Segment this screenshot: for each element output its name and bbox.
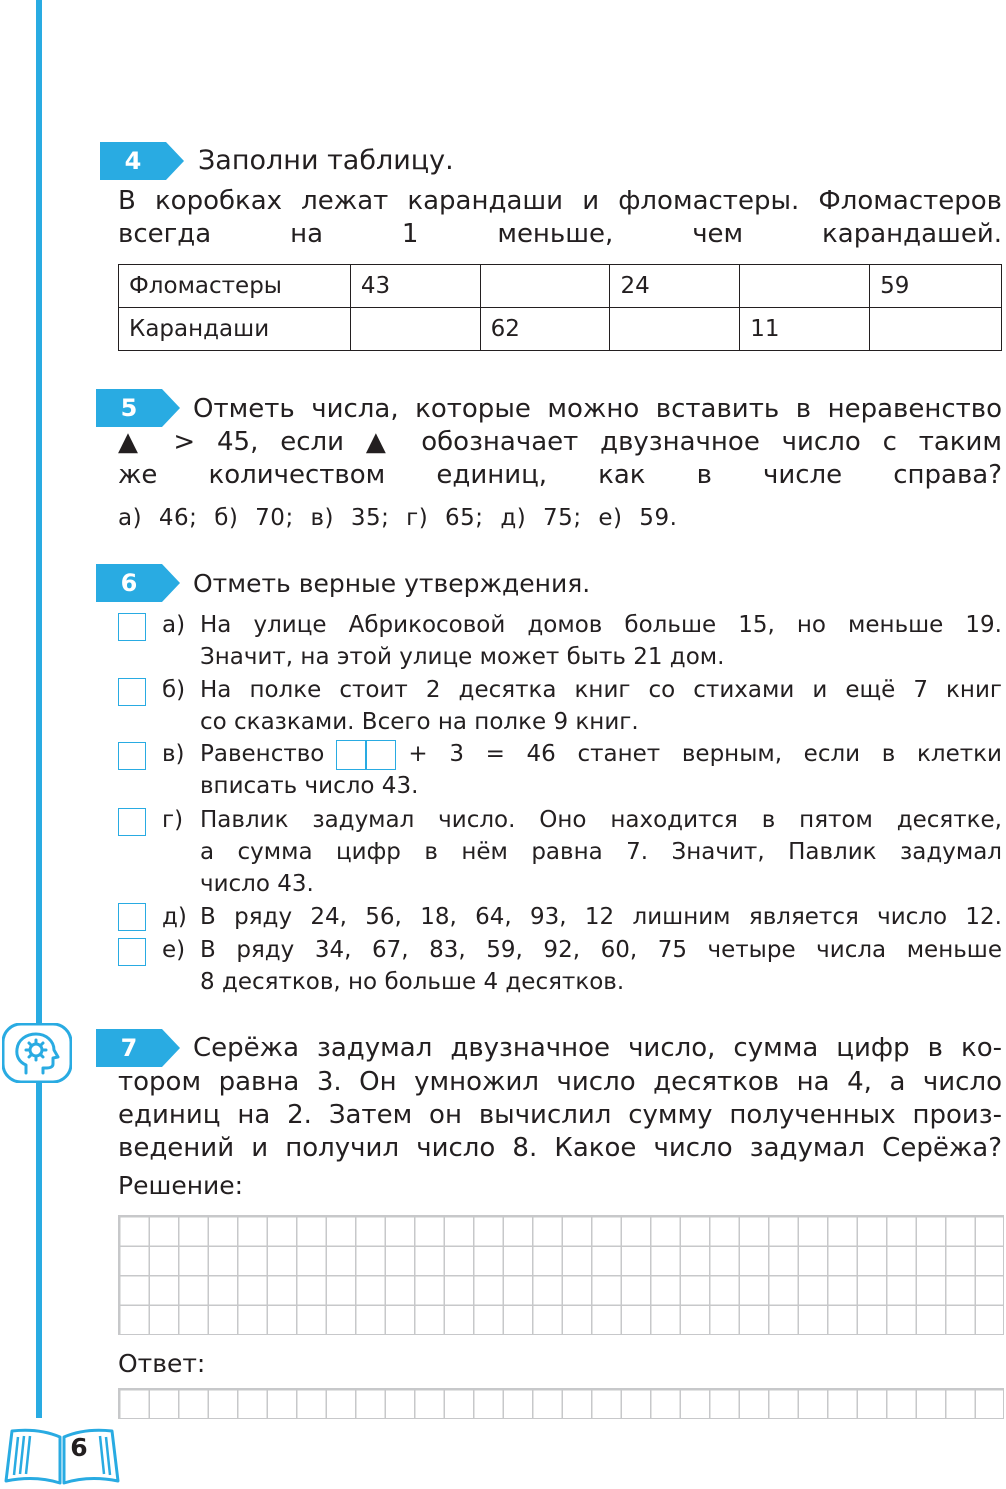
statement-g-letter: г) [162, 807, 184, 833]
task-5-line1 [193, 393, 1002, 426]
task-7-line2: тором равна 3. Он умножил число десятков на 4, а число [118, 1067, 1002, 1097]
task-7-text [118, 1066, 1002, 1165]
statement-v-text [200, 738, 1002, 802]
task-5-number: 5 [120, 394, 138, 422]
task-7-badge [96, 1029, 180, 1067]
fill-table [118, 264, 1002, 351]
statement-a-letter: а) [162, 612, 186, 638]
table-cell-empty[interactable] [480, 265, 610, 308]
task-4-number: 4 [124, 147, 142, 175]
task-7-line1-text: Серёжа задумал двузначное число, сумма цифр в ко- [193, 1033, 1002, 1063]
statement-d-line1: В ряду 24, 56, 18, 64, 93, 12 лишним является число 12. [200, 904, 1002, 930]
statement-a-text [200, 609, 1002, 673]
task-4-title: Заполни таблицу. [198, 145, 454, 176]
statement-b-line1: На полке стоит 2 десятка книг со стихами и ещё 7 книг [200, 677, 1002, 703]
statement-v-rest: + 3 = 46 станет верным, если в клетки [408, 741, 1002, 767]
statement-a-line1: На улице Абрикосовой домов больше 15, но меньше 19. [200, 612, 1002, 638]
checkbox-g[interactable] [118, 808, 146, 836]
task-5-badge [96, 389, 180, 427]
table-cell-empty[interactable] [350, 308, 480, 351]
statement-d-letter: д) [162, 904, 187, 930]
open-book-icon [2, 1425, 122, 1487]
task-5-line3: же количеством единиц, как в числе справа? [118, 460, 1002, 490]
task-7-line4: ведений и получил число 8. Какое число задумал Серёжа? [118, 1133, 1002, 1163]
task-4-text-line2: всегда на 1 меньше, чем карандашей. [118, 219, 1002, 249]
task-4-badge [100, 142, 184, 180]
statement-e [118, 934, 1002, 998]
margin-line [36, 0, 42, 1418]
table-cell: 59 [870, 265, 1002, 308]
statement-e-text [200, 934, 1002, 998]
inline-answer-cells[interactable] [336, 740, 396, 770]
task-4-text [118, 185, 1002, 251]
table-cell-empty[interactable] [610, 308, 740, 351]
table-cell: Карандаши [119, 308, 351, 351]
statement-g-line2: а сумма цифр в нём равна 7. Значит, Павлик задумал [200, 839, 1002, 865]
answer-grid[interactable] [118, 1388, 1004, 1419]
statement-b [118, 674, 1002, 738]
checkbox-v[interactable] [118, 742, 146, 770]
statement-g-line3: число 43. [200, 871, 314, 897]
answer-label: Ответ: [118, 1349, 206, 1378]
table-cell: 24 [610, 265, 740, 308]
brain-gear-icon [2, 1023, 72, 1083]
task-5-line1-text: Отметь числа, которые можно вставить в неравенство [193, 394, 1002, 424]
table-cell: 62 [480, 308, 610, 351]
task-5-line2: ▲ > 45, если ▲ обозначает двузначное число с таким [118, 427, 1002, 457]
table-cell-empty[interactable] [870, 308, 1002, 351]
statement-e-letter: е) [162, 937, 186, 963]
task-7-line1 [193, 1032, 1002, 1065]
checkbox-d[interactable] [118, 903, 146, 931]
task-5-options: а) 46; б) 70; в) 35; г) 65; д) 75; е) 59. [118, 505, 678, 531]
task-6-badge [96, 564, 180, 602]
task-4-table-wrap [118, 264, 1002, 351]
solution-label: Решение: [118, 1171, 244, 1200]
table-cell: Фломастеры [119, 265, 351, 308]
page-number: 6 [70, 1433, 88, 1462]
statement-g-line1: Павлик задумал число. Оно находится в пятом десятке, [200, 807, 1002, 833]
statement-v-line2: вписать число 43. [200, 773, 419, 799]
statement-d-text [200, 901, 1002, 933]
task-6-number: 6 [120, 569, 138, 597]
checkbox-b[interactable] [118, 678, 146, 706]
solution-grid[interactable] [118, 1215, 1004, 1335]
table-row-markers [119, 265, 1002, 308]
statement-b-text [200, 674, 1002, 738]
checkbox-a[interactable] [118, 613, 146, 641]
task-4-text-line1: В коробках лежат карандаши и фломастеры. Фломастеров [118, 186, 1002, 216]
statement-g-text [200, 804, 1002, 900]
statement-b-line2: со сказками. Всего на полке 9 книг. [200, 709, 639, 735]
table-cell-empty[interactable] [740, 265, 870, 308]
checkbox-e[interactable] [118, 938, 146, 966]
table-row-pencils [119, 308, 1002, 351]
statement-v [118, 738, 1002, 802]
table-cell: 43 [350, 265, 480, 308]
statement-e-line2: 8 десятков, но больше 4 десятков. [200, 969, 625, 995]
statement-v-word: Равенство [200, 741, 325, 767]
task-6-title: Отметь верные утверждения. [193, 569, 591, 598]
task-7-line3: единиц на 2. Затем он вычислил сумму полученных произ- [118, 1100, 1002, 1130]
task-7-number: 7 [120, 1034, 138, 1062]
task-5-text [118, 426, 1002, 492]
statement-b-letter: б) [162, 677, 186, 703]
statement-a-line2: Значит, на этой улице может быть 21 дом. [200, 644, 725, 670]
statement-e-line1: В ряду 34, 67, 83, 59, 92, 60, 75 четыре числа меньше [200, 937, 1002, 963]
table-cell: 11 [740, 308, 870, 351]
statement-g [118, 804, 1002, 900]
statement-v-line1 [200, 738, 1002, 770]
statement-a [118, 609, 1002, 673]
statement-d [118, 901, 1002, 933]
statement-v-letter: в) [162, 741, 185, 767]
